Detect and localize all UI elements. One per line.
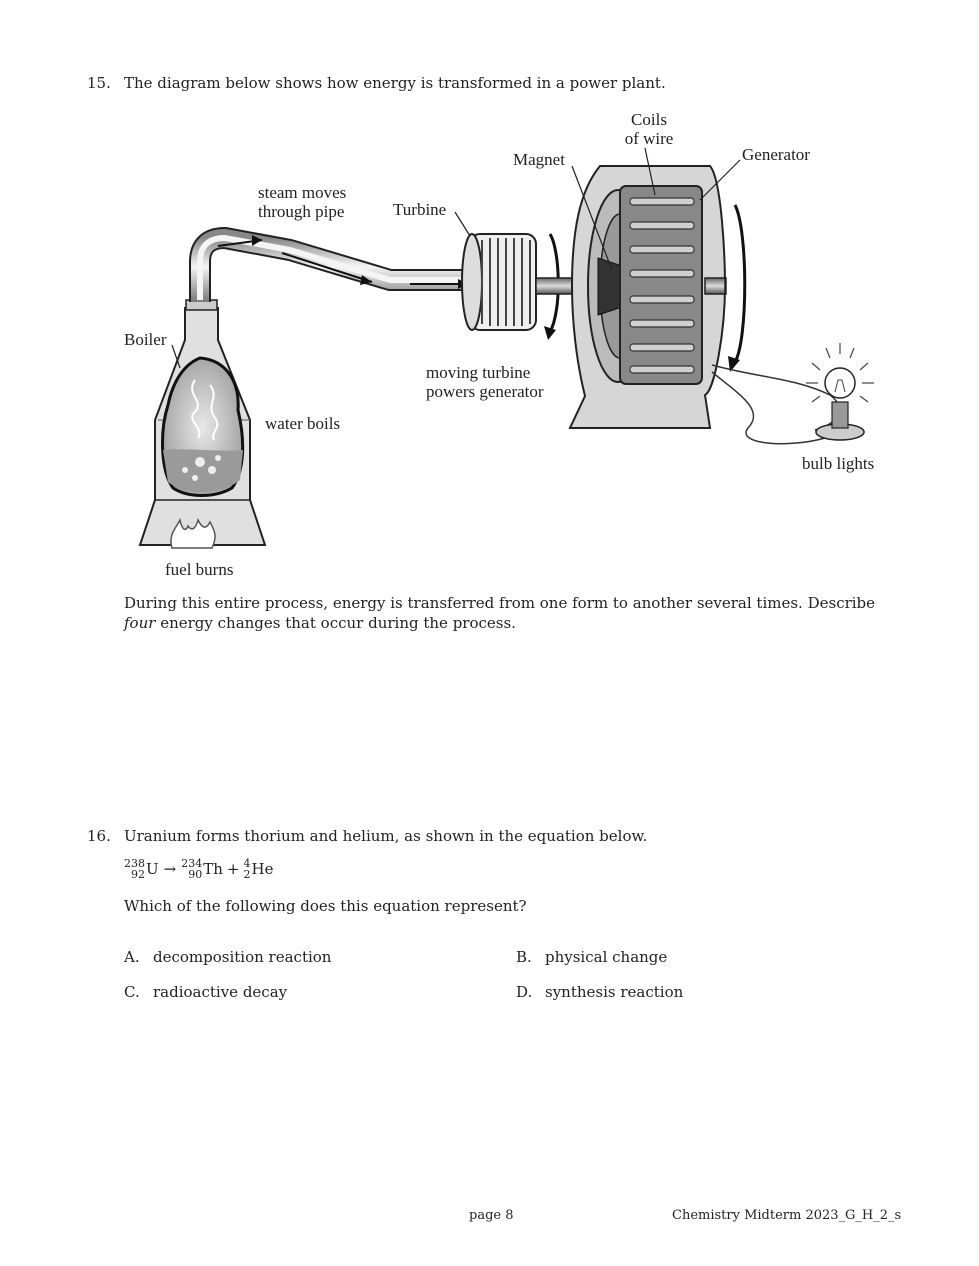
choice-text: decomposition reaction (153, 948, 332, 966)
label-moving-line2: powers generator (426, 382, 544, 401)
instruction-emphasis: four (124, 614, 156, 632)
label-generator: Generator (742, 145, 810, 164)
label-turbine: Turbine (393, 200, 447, 219)
reaction-arrow: → (163, 860, 177, 878)
choice-a[interactable] (124, 948, 331, 966)
document-id: Chemistry Midterm 2023_G_H_2_s (672, 1208, 902, 1223)
thorium-mass-number: 234 (181, 857, 203, 870)
question-15-instruction (124, 593, 884, 633)
helium-mass-number: 4 (243, 857, 251, 870)
uranium-mass-number: 238 (124, 857, 145, 870)
choice-c[interactable] (124, 983, 287, 1001)
label-coils-line1: Coils (631, 110, 667, 129)
choice-b[interactable] (516, 948, 667, 966)
uranium-atomic-number: 92 (131, 868, 145, 881)
choice-text: synthesis reaction (545, 983, 684, 1001)
question-15-prompt: The diagram below shows how energy is transformed in a power plant. (124, 74, 666, 92)
label-water-boils: water boils (265, 414, 341, 433)
helium-symbol: He (251, 860, 274, 878)
label-steam-line1: steam moves (258, 183, 347, 202)
power-plant-diagram (0, 0, 979, 600)
label-moving-line1: moving turbine (426, 363, 531, 382)
label-magnet: Magnet (513, 150, 565, 169)
page-number: page 8 (469, 1208, 514, 1223)
question-16-prompt: Uranium forms thorium and helium, as shown in the equation below. (124, 827, 648, 845)
instruction-part2: energy changes that occur during the process. (160, 614, 516, 632)
label-boiler: Boiler (124, 330, 167, 349)
question-16-number: 16. (87, 827, 111, 845)
label-coils-line2: of wire (624, 129, 674, 148)
choice-letter: D. (516, 983, 533, 1001)
generator (570, 166, 745, 428)
choice-text: physical change (545, 948, 668, 966)
label-steam-line2: through pipe (258, 202, 345, 221)
instruction-part1: During this entire process, energy is transferred from one form to another several times. Describe (124, 594, 876, 612)
steam-pipe (200, 235, 470, 302)
question-16-question: Which of the following does this equation represent? (124, 897, 527, 915)
label-fuel-burns: fuel burns (165, 560, 234, 579)
choice-d[interactable] (516, 983, 683, 1001)
label-bulb-lights: bulb lights (802, 454, 875, 473)
choice-letter: B. (516, 948, 532, 966)
question-15-number: 15. (87, 74, 111, 92)
choice-letter: A. (124, 948, 140, 966)
thorium-atomic-number: 90 (188, 868, 203, 881)
nuclear-equation (124, 858, 273, 880)
choice-letter: C. (124, 983, 140, 1001)
thorium-symbol: Th (203, 860, 223, 878)
choice-text: radioactive decay (153, 983, 288, 1001)
uranium-symbol: U (146, 860, 159, 878)
helium-atomic-number: 2 (243, 868, 251, 881)
plus-sign: + (226, 860, 240, 878)
